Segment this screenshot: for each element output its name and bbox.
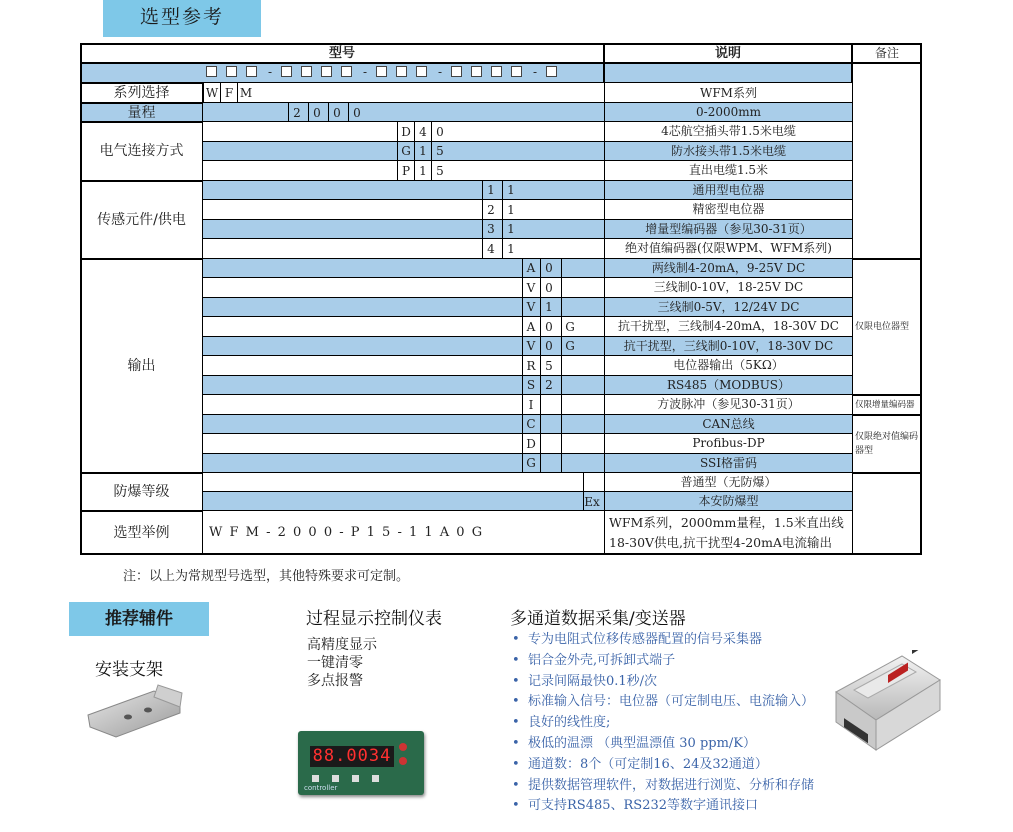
bullet-text: 记录间隔最快0.1秒/次 — [528, 673, 658, 689]
code-cell: 1 — [482, 181, 499, 201]
collector-title: 多通道数据采集/变送器 — [510, 609, 686, 629]
remark-absolute: 仅限绝对值编码器型 — [852, 415, 922, 474]
code-cell: 4 — [414, 122, 431, 142]
row-description: 电位器输出（5KΩ） — [604, 356, 852, 376]
code-cell — [561, 376, 578, 396]
panel-key — [352, 775, 359, 782]
code-placeholder-box — [301, 66, 312, 77]
collector-feature-item — [512, 776, 814, 797]
code-cell — [561, 298, 578, 318]
bullet-icon: • — [512, 632, 520, 647]
code-cell — [540, 434, 557, 454]
collector-feature-item — [512, 734, 814, 755]
code-cell — [561, 415, 578, 435]
code-cell: 0 — [308, 103, 325, 122]
collector-feature-item — [512, 692, 814, 713]
display-instrument-image — [298, 731, 424, 795]
row-description: 抗干扰型，三线制0-10V，18-30V DC — [604, 337, 852, 357]
code-placeholder-box — [341, 66, 352, 77]
code-cell: 1 — [414, 161, 431, 181]
code-placeholder-box — [416, 66, 427, 77]
collector-device-image — [832, 650, 944, 756]
row-description: 增量型编码器（参见30-31页） — [604, 220, 852, 240]
display-brand: controller — [304, 784, 338, 792]
code-cell: F — [220, 83, 237, 103]
feature-item: 一键清零 — [307, 655, 363, 671]
bullet-icon: • — [512, 652, 520, 668]
row-description: WFM系列 — [604, 83, 852, 103]
code-placeholder-box — [396, 66, 407, 77]
bullet-text: 通道数：8个（可定制16、24及32通道） — [528, 756, 768, 772]
remarks-empty — [852, 473, 922, 555]
code-cell: 1 — [502, 239, 519, 259]
accessories-title: 推荐辅件 — [69, 602, 209, 636]
row-codes — [203, 103, 604, 122]
collector-feature-item — [512, 713, 814, 734]
feature-item: 高精度显示 — [307, 637, 377, 653]
bullet-icon: • — [512, 777, 520, 793]
code-cell: P — [397, 161, 414, 181]
code-cell: 5 — [431, 142, 448, 162]
collector-feature-item — [512, 672, 814, 693]
code-template-boxes — [203, 64, 603, 82]
row-label-explosion: 防爆等级 — [80, 473, 203, 511]
code-dash: - — [437, 65, 443, 79]
display-title: 过程显示控制仪表 — [306, 609, 442, 629]
code-cell: R — [522, 356, 539, 376]
code-cell: D — [522, 434, 539, 454]
code-cell — [561, 278, 578, 298]
section-title: 选型参考 — [103, 0, 261, 37]
code-cell: 1 — [502, 200, 519, 220]
bullet-icon: • — [512, 756, 520, 772]
header-remarks: 备注 — [852, 43, 922, 63]
code-dash: - — [267, 65, 273, 79]
row-codes — [203, 220, 604, 240]
bullet-text: 铝合金外壳,可拆卸式端子 — [528, 652, 676, 668]
code-cell: 1 — [414, 142, 431, 162]
row-description: 普通型（无防爆） — [604, 473, 852, 492]
header-model: 型号 — [80, 43, 604, 63]
code-placeholder-box — [471, 66, 482, 77]
code-cell — [561, 356, 578, 376]
code-cell: 0 — [431, 122, 448, 142]
code-cell: W — [203, 83, 220, 103]
row-description: RS485（MODBUS） — [604, 376, 852, 396]
code-cell: 2 — [482, 200, 499, 220]
bullet-icon: • — [512, 798, 520, 814]
code-cell: A — [522, 317, 539, 337]
collector-features — [512, 630, 814, 817]
code-placeholder-box — [491, 66, 502, 77]
bullet-text: 可支持RS485、RS232等数字通讯接口 — [528, 798, 759, 814]
bullet-icon: • — [512, 735, 520, 751]
example-code: W F M - 2 0 0 0 - P 1 5 - 1 1 A 0 G — [203, 511, 604, 555]
row-description: Profibus-DP — [604, 434, 852, 454]
bullet-icon: • — [512, 694, 520, 710]
panel-key — [332, 775, 339, 782]
code-cell — [561, 434, 578, 454]
row-description: 精密型电位器 — [604, 200, 852, 220]
code-cell: G — [397, 142, 414, 162]
row-description: 方波脉冲（参见30-31页） — [604, 395, 852, 415]
row-description: 通用型电位器 — [604, 181, 852, 201]
panel-key — [312, 775, 319, 782]
row-description: 三线制0-5V，12/24V DC — [604, 298, 852, 318]
code-cell: 5 — [431, 161, 448, 181]
code-cell: V — [522, 278, 539, 298]
collector-feature-item — [512, 651, 814, 672]
code-cell — [561, 259, 578, 279]
bullet-text: 良好的线性度; — [528, 715, 611, 731]
row-codes — [203, 83, 604, 103]
code-cell: C — [522, 415, 539, 435]
code-placeholder-box — [226, 66, 237, 77]
code-dash: - — [362, 65, 368, 79]
bracket-image — [82, 683, 192, 745]
code-cell — [561, 454, 578, 474]
panel-key — [372, 775, 379, 782]
code-placeholder-box — [376, 66, 387, 77]
row-description: 0-2000mm — [604, 103, 852, 122]
code-cell: 0 — [348, 103, 365, 122]
feature-item: 多点报警 — [307, 673, 363, 689]
row-description: 两线制4-20mA，9-25V DC — [604, 259, 852, 279]
code-cell: A — [522, 259, 539, 279]
bullet-text: 极低的温漂 （典型温漂值 30 ppm/K） — [528, 735, 757, 751]
code-cell: M — [237, 83, 254, 103]
row-codes — [203, 181, 604, 201]
code-placeholder-box — [511, 66, 522, 77]
row-label-connection: 电气连接方式 — [80, 122, 203, 181]
code-cell: 0 — [328, 103, 345, 122]
code-cell: G — [561, 317, 578, 337]
row-description: 本安防爆型 — [604, 492, 852, 511]
remark-incremental: 仅限增量编码器 — [852, 395, 922, 415]
code-cell — [540, 415, 557, 435]
code-cell — [540, 395, 557, 415]
row-codes — [203, 492, 604, 511]
bullet-icon: • — [512, 673, 520, 689]
row-description: SSI格雷码 — [604, 454, 852, 474]
row-description: 三线制0-10V，18-25V DC — [604, 278, 852, 298]
code-cell — [540, 454, 557, 474]
code-cell: 1 — [502, 220, 519, 240]
row-codes — [203, 239, 604, 259]
row-description: 直出电缆1.5米 — [604, 161, 852, 181]
code-cell: 0 — [540, 259, 557, 279]
code-cell: 0 — [540, 337, 557, 357]
bullet-icon: • — [512, 715, 520, 731]
bullet-text: 专为电阻式位移传感器配置的信号采集器 — [528, 632, 763, 647]
code-placeholder-box — [206, 66, 217, 77]
indicator-led — [399, 757, 407, 765]
code-cell: 5 — [540, 356, 557, 376]
code-cell: 4 — [482, 239, 499, 259]
code-cell: 1 — [502, 181, 519, 201]
collector-feature-item — [512, 796, 814, 817]
code-cell: 2 — [540, 376, 557, 396]
indicator-led — [399, 743, 407, 751]
row-label-range: 量程 — [80, 103, 203, 122]
row-description: 抗干扰型，三线制4-20mA，18-30V DC — [604, 317, 852, 337]
code-cell: 2 — [288, 103, 305, 122]
code-cell: V — [522, 298, 539, 318]
row-label-sensor: 传感元件/供电 — [80, 181, 203, 259]
model-selection-table — [80, 43, 922, 555]
code-placeholder-box — [546, 66, 557, 77]
code-cell: D — [397, 122, 414, 142]
row-label-example: 选型举例 — [80, 511, 203, 555]
bullet-text: 提供数据管理软件，对数据进行浏览、分析和存储 — [528, 777, 815, 793]
display-features — [307, 636, 377, 690]
code-cell: G — [561, 337, 578, 357]
row-label-output: 输出 — [80, 259, 203, 474]
code-cell: I — [522, 395, 539, 415]
bracket-title: 安装支架 — [95, 660, 163, 680]
code-cell: 3 — [482, 220, 499, 240]
row-description: 绝对值编码器(仅限WPM、WFM系列) — [604, 239, 852, 259]
collector-feature-item — [512, 755, 814, 776]
code-dash: - — [532, 65, 538, 79]
code-cell: 1 — [540, 298, 557, 318]
row-description: CAN总线 — [604, 415, 852, 435]
row-description: 防水接头带1.5米电缆 — [604, 142, 852, 162]
row-codes — [203, 473, 604, 492]
code-placeholder-box — [451, 66, 462, 77]
code-cell: Ex — [583, 492, 600, 511]
row-label-series: 系列选择 — [80, 83, 203, 103]
code-template-desc — [604, 63, 852, 83]
code-cell: S — [522, 376, 539, 396]
header-description: 说明 — [604, 43, 852, 63]
remarks-empty — [852, 63, 922, 259]
code-cell — [561, 395, 578, 415]
code-placeholder-box — [321, 66, 332, 77]
row-codes — [203, 200, 604, 220]
row-description: 4芯航空插头带1.5米电缆 — [604, 122, 852, 142]
collector-feature-item — [512, 630, 814, 651]
note: 注：以上为常规型号选型，其他特殊要求可定制。 — [123, 569, 410, 584]
code-placeholder-box — [281, 66, 292, 77]
remark-potentiometer: 仅限电位器型 — [852, 259, 922, 396]
code-placeholder-box — [246, 66, 257, 77]
code-cell: G — [522, 454, 539, 474]
code-cell: V — [522, 337, 539, 357]
code-cell — [583, 473, 600, 492]
code-cell: 0 — [540, 278, 557, 298]
code-cell: 0 — [540, 317, 557, 337]
bullet-text: 标准输入信号：电位器（可定制电压、电流输入） — [528, 694, 815, 710]
example-description: WFM系列，2000mm量程，1.5米直出线18-30V供电,抗干扰型4-20mA电流输出 — [604, 511, 852, 555]
display-lcd: 88.0034 — [310, 746, 394, 767]
